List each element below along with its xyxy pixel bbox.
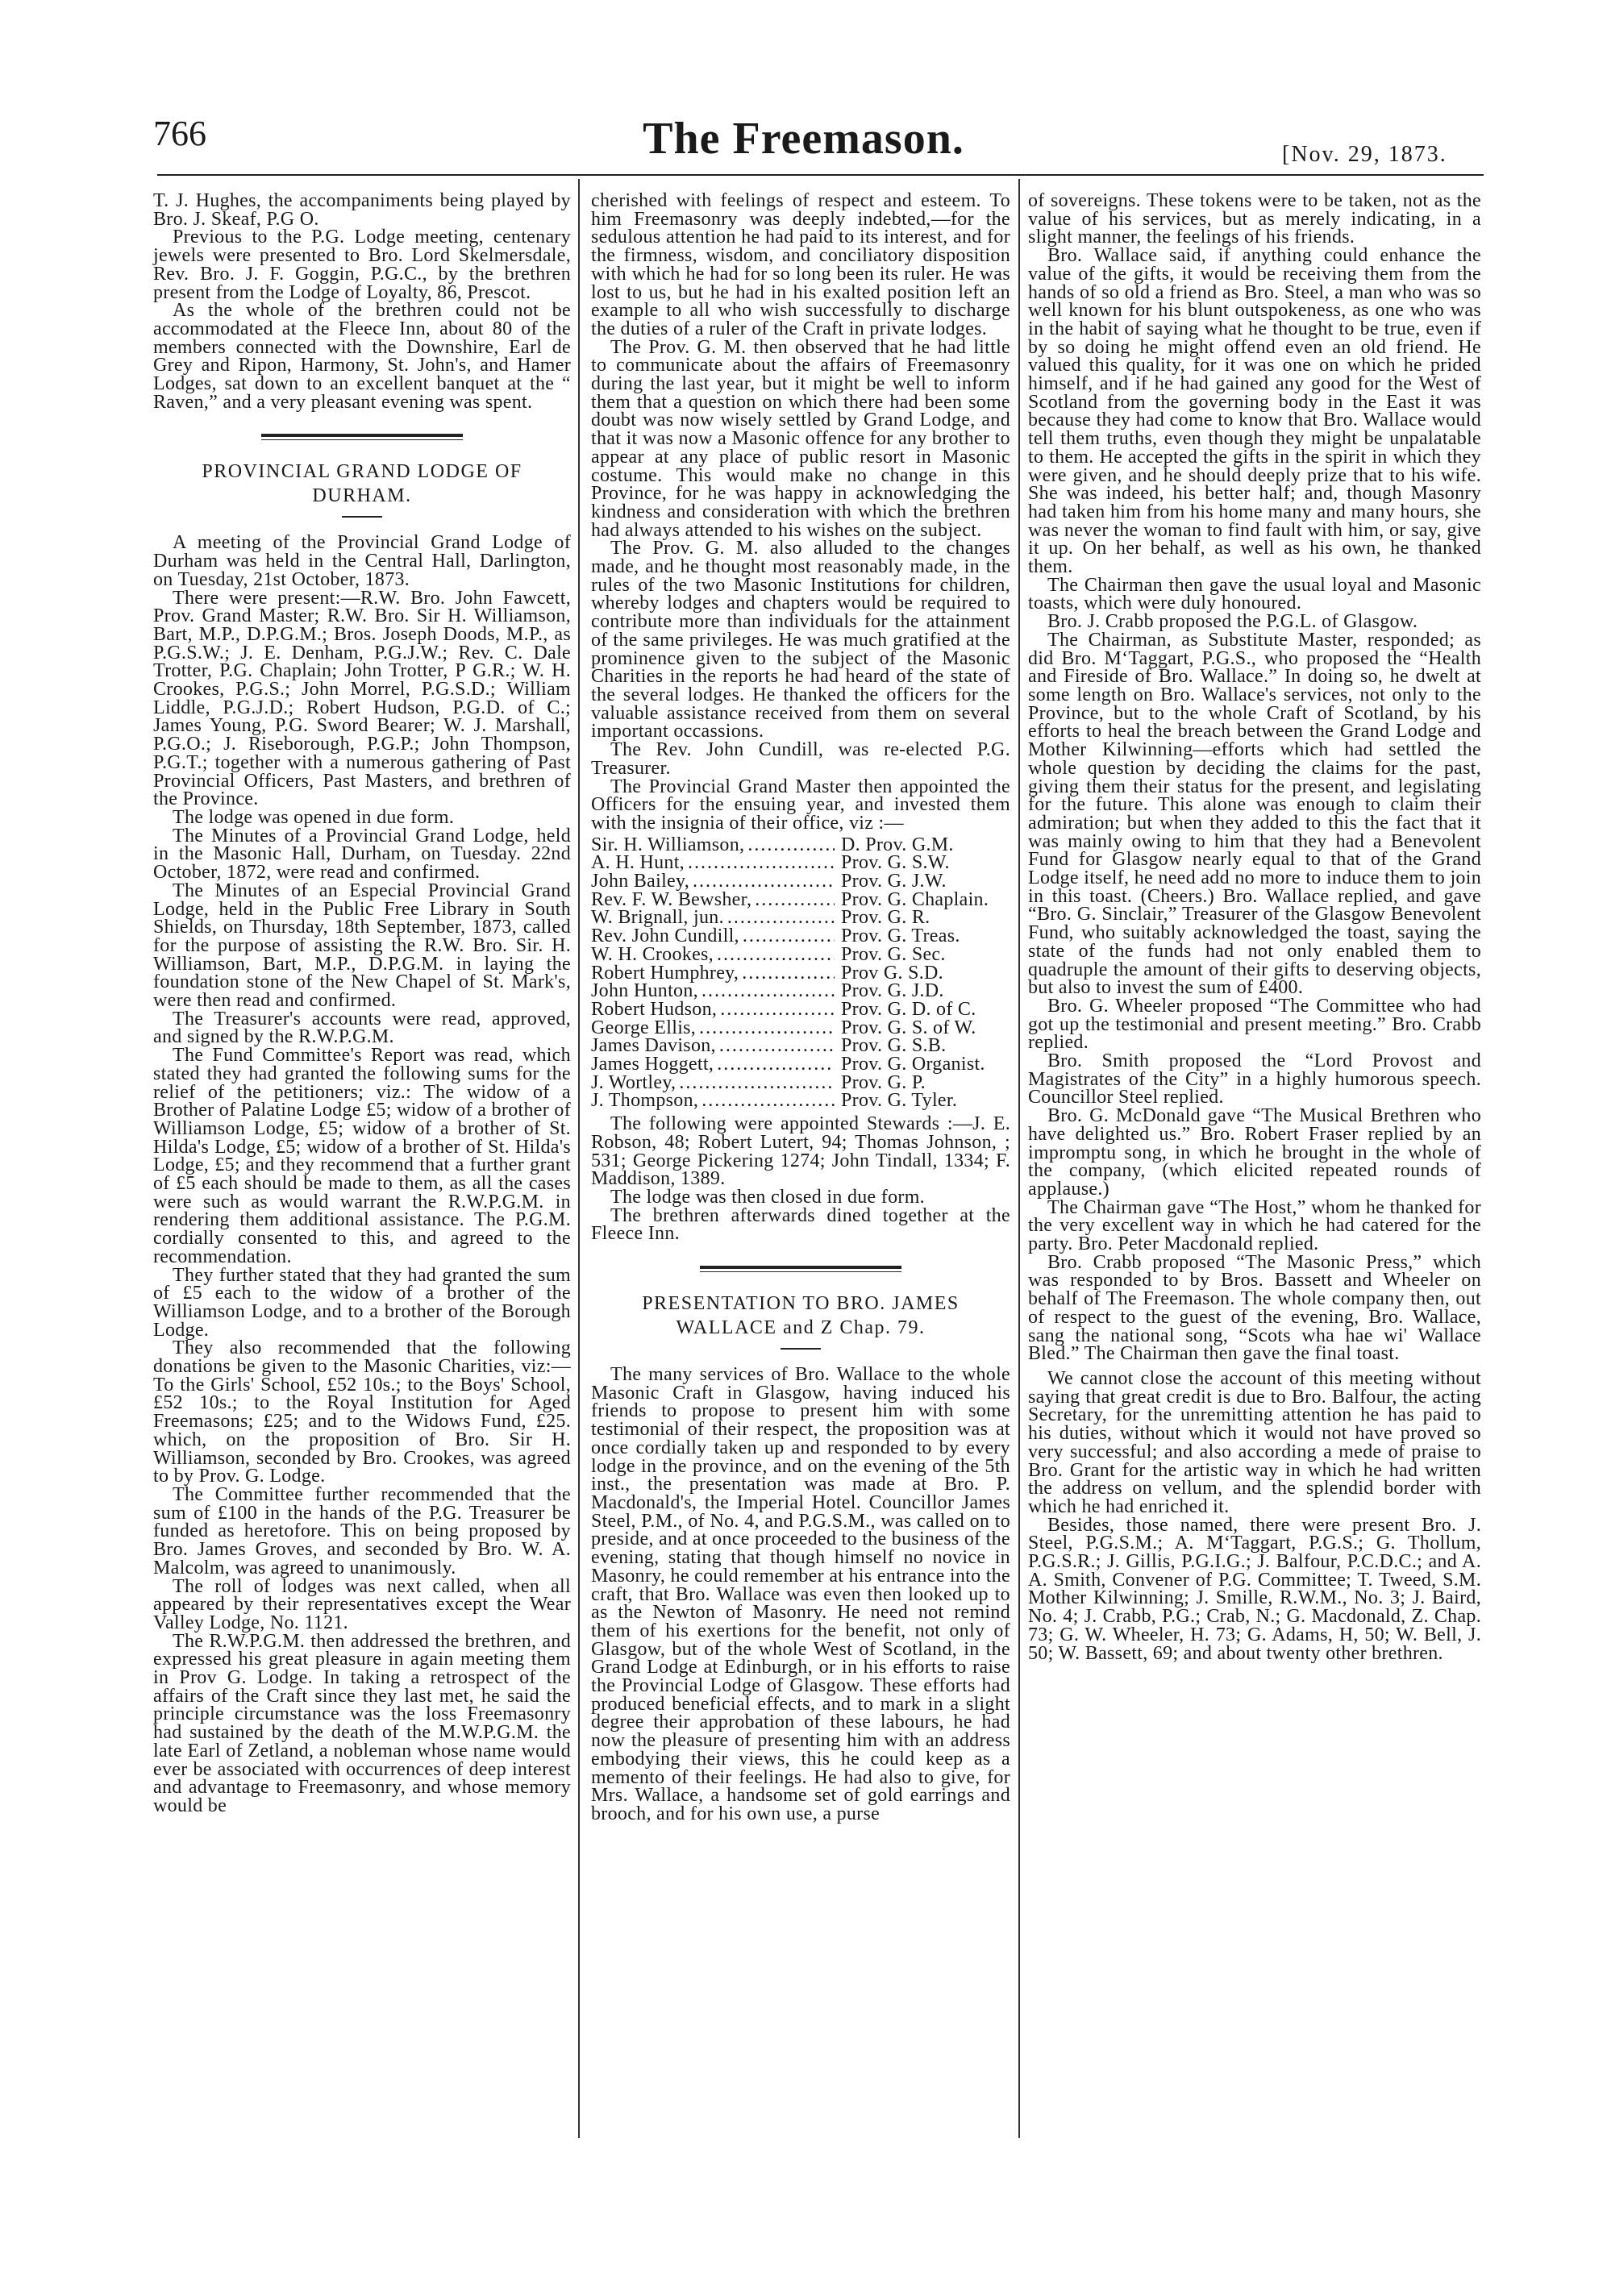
officer-office: Prov. G. D. of C. [841, 998, 976, 1020]
paragraph: The Prov. G. M. then observed that he had little to communicate about the affairs of Freemasonry during the last year, but it might be well to inform them that a question on which there had been some doubt was now wisely settled by Grand Lodge, and that it was now a Masonic offence for any brother to appear at any place of public resort in Masonic costume. This would make no change in this Province, for he was happy in acknowledging the kindness and consideration with which the brethren had always attended to his wishes on the subject. [591, 336, 1010, 541]
column-1 [153, 192, 571, 1816]
officer-office: Prov. G. J.W. [841, 871, 947, 892]
paragraph: The roll of lodges was next called, when all appeared by their representatives except the Wear Valley Lodge, No. 1121. [153, 1575, 571, 1633]
officer-name: A. H. Hunt, [591, 852, 685, 874]
column-2 [591, 192, 1010, 1824]
officer-office: Prov. G. P. [841, 1071, 926, 1093]
officer-office: Prov. G. S.W. [841, 852, 950, 874]
paragraph: Bro. Smith proposed the “Lord Provost and Magistrates of the City” in a highly humorous speech. Councillor Steel replied. [1028, 1050, 1481, 1108]
dot-leader [743, 927, 835, 946]
officer-office: Prov. G. S. of W. [841, 1017, 976, 1038]
masthead-title: The Freemason. [643, 114, 964, 164]
officer-row [591, 927, 1010, 946]
officer-row [591, 1092, 1010, 1110]
paragraph: The R.W.P.G.M. then addressed the brethren, and expressed his great pleasure in again meeting them in Prov G. Lodge. In taking a retrospect of the affairs of the Craft since they last met, he said the principle circumstance was the loss Freemasonry had sustained by the death of the M.W.P.G.M. the late Earl of Zetland, a nobleman whose name would ever be associated with occurrences of deep interest and advantage to Freemasonry, and whose memory would be [153, 1630, 571, 1816]
paragraph: Bro. Crabb proposed “The Masonic Press,” which was responded to by Bros. Bassett and Wheeler on behalf of The Freemason. The whole company then, out of respect to the guest of the evening, Bro. Wallace, sang the national song, “Scots wha hae wi' Wallace Bled.” The Chairman then gave the final toast. [1028, 1251, 1481, 1365]
officer-office: Prov. G. Chaplain. [841, 888, 989, 910]
officer-row [591, 872, 1010, 891]
officer-name: Robert Hudson, [591, 998, 718, 1020]
paragraph: A meeting of the Provincial Grand Lodge of Durham was held in the Central Hall, Darlington, on Tuesday, 21st October, 1873. [153, 532, 571, 590]
officer-row [591, 1000, 1010, 1019]
paragraph: Bro. G. Wheeler proposed “The Committee who had got up the testimonial and present meeting.” Bro. Crabb replied. [1028, 995, 1481, 1054]
officer-name: Robert Humphrey, [591, 962, 739, 984]
page-number: 766 [153, 114, 206, 153]
header-rule [157, 174, 1484, 176]
dot-leader [688, 854, 835, 872]
issue-date: [Nov. 29, 1873. [1282, 142, 1447, 167]
dot-leader [742, 964, 835, 983]
officer-row [591, 888, 1010, 910]
column-3 [1028, 192, 1481, 1662]
officer-name: John Bailey, [591, 871, 690, 892]
paragraph: Bro. Wallace said, if anything could enhance the value of the gifts, it would be receiving them from the hands of so old a friend as Bro. Steel, a man who was so well known for his blunt outspokeness, as one who was in the habit of saying what he thought to be true, even if by so doing he might offend even an old friend. He valued this quality, for it was one on which he prided himself, and if he had gained any good for the West of Scotland from the governing body in the East it was because they had come to know that Bro. Wallace would tell them truths, even though they might be unpalatable to them. He accepted the gifts in the spirit in which they were given, and he should deeply prize that to his wife. She was indeed, his better half; and, though Masonry had taken him from his home many and many hours, she was never the woman to find fault with him, or say, give it up. On her behalf, as well as his own, he thanked them. [1028, 245, 1481, 578]
section-rule [261, 434, 463, 440]
paragraph: They also recommended that the following donations be given to the Masonic Charities, viz:—To the Girls' School, £52 10s.; to the Boys' School, £52 10s.; to the Royal Institution for Aged Freemasons; £25; and to the Widows Fund, £25. which, on the proposition of Bro. Sir H. Williamson, seconded by Bro. Crookes, was agreed to by Prov. G. Lodge. [153, 1337, 571, 1487]
officer-name: W. H. Crookes, [591, 943, 714, 965]
paragraph: The Fund Committee's Report was read, which stated they had granted the following sums for the relief of the petitioners; viz.: The widow of a Brother of Palatine Lodge £5; widow of a brother of Williamson Lodge, £5; widow of a brother of St. Hilda's Lodge, £5; widow of a brother of St. Hilda's Lodge, £5; and they recommend that a further grant of £5 each should be made to them, as all the cases were such as would warrant the R.W.P.G.M. in rendering them additional assistance. The P.G.M. cordially consented to this, and agreed to the recommendation. [153, 1045, 571, 1267]
officer-office: Prov. G. J.D. [841, 980, 944, 1002]
paragraph: The Treasurer's accounts were read, approved, and signed by the R.W.P.G.M. [153, 1008, 571, 1048]
paragraph: Previous to the P.G. Lodge meeting, centenary jewels were presented to Bro. Lord Skelmersdale, Rev. Bro. J. F. Goggin, P.G.C., by the brethren present from the Lodge of Loyalty, 86, Prescot. [153, 227, 571, 303]
paragraph: The Minutes of an Especial Provincial Grand Lodge, held in the Public Free Library in South Shields, on Thursday, 18th September, 1873, called for the purpose of assisting the R.W. Bro. Sir. H. Williamson, Bart, M.P., D.P.G.M. in laying the foundation stone of the New Chapel of St. Mark's, were then read and confirmed. [153, 880, 571, 1012]
dot-leader [679, 1074, 835, 1092]
officer-office: Prov. G. Organist. [841, 1054, 985, 1075]
article-heading: PROVINCIAL GRAND LODGE OF DURHAM. [202, 461, 522, 507]
paragraph: Besides, those named, there were present Bro. J. Steel, P.G.S.M.; A. M‘Taggart, P.G.S.; G. Thollum, P.G.S.R.; J. Gillis, P.G.I.G.; J. Balfour, P.C.D.C.; and A. A. Smith, Convener of P.G. Committee; T. Tweed, S.M. Mother Kilwinning; J. Smille, R.W.M., No. 3; J. Baird, No. 4; J. Crabb, P.G.; Crab, N.; G. Macdonald, Z. Chap. 73; G. W. Wheeler, H. 73; G. Adams, H, 50; W. Bell, J. 50; W. Bassett, 69; and about twenty other brethren. [1028, 1514, 1481, 1664]
dot-leader [755, 891, 835, 909]
officer-office: Prov. G. Treas. [841, 925, 960, 947]
officer-name: John Hunton, [591, 980, 698, 1002]
officer-office: Prov. G. Tyler. [841, 1090, 958, 1112]
officer-name: Sir. H. Williamson, [591, 834, 745, 855]
dot-leader [717, 946, 835, 964]
dot-leader [717, 1055, 835, 1074]
officer-row [591, 982, 1010, 1000]
dot-leader [719, 1037, 835, 1055]
paragraph: The Minutes of a Provincial Grand Lodge, held in the Masonic Hall, Durham, on Tuesday. 22nd October, 1872, were read and confirmed. [153, 825, 571, 884]
officer-name: J. Wortley, [591, 1071, 677, 1093]
dot-leader [699, 1019, 835, 1038]
paragraph: The Chairman, as Substitute Master, responded; as did Bro. M‘Taggart, P.G.S., who proposed the “Health and Fireside of Bro. Wallace.” In doing so, he dwelt at some length on Bro. Wallace's services, not only to the Province, but to the whole Craft of Scotland, by his efforts to heal the breach between the Grand Lodge and Mother Kilwinning—efforts which had settled the whole question by deciding the claims for the past, giving them their status for the present, and legislating for the future. This alone was enough to claim their admiration; but when they added to this the fact that it was mainly owing to him that they had a Benevolent Fund for Glasgow nearly equal to that of the Grand Lodge itself, he need add no more to induce them to join in this toast. (Cheers.) Bro. Wallace replied, and gave “Bro. G. Sinclair,” Treasurer of the Glasgow Benevolent Fund, who suitably acknowledged the toast, saying the state of the funds had not only enabled them to quadruple the amount of their gifts to deserving objects, but also to invest the sum of £400. [1028, 629, 1481, 999]
dot-leader [702, 1092, 835, 1110]
officer-row [591, 1037, 1010, 1055]
paragraph: There were present:—R.W. Bro. John Fawcett, Prov. Grand Master; R.W. Bro. Sir H. Williamson, Bart, M.P., D.P.G.M.; Bros. Joseph Doods, M.P., as P.G.S.W.; J. E. Denham, P.G.J.W.; Rev. C. Dale Trotter, P.G. Chaplain; John Trotter, P G.R.; W. H. Crookes, P.G.S.; John Morrel, P.G.S.D.; William Liddle, P.G.J.D.; Robert Hudson, P.G.D. of C.; James Young, P.G. Sword Bearer; W. J. Marshall, P.G.O.; J. Riseborough, P.G.P.; John Thompson, P.G.T.; together with a numerous gathering of Past Provincial Officers, Past Masters, and brethren of the Province. [153, 587, 571, 810]
officer-name: James Davison, [591, 1035, 716, 1057]
column-divider [1018, 179, 1020, 2138]
paragraph: The brethren afterwards dined together at the Fleece Inn. [591, 1204, 1010, 1245]
officer-row [591, 836, 1010, 855]
dot-leader [747, 836, 835, 855]
officer-name: J. Thompson, [591, 1090, 699, 1112]
officer-row [591, 964, 1010, 983]
paragraph-continued: of sovereigns. These tokens were to be taken, not as the value of his services, but as merely indicating, in a slight manner, the feelings of his friends. [1028, 190, 1481, 248]
paragraph: The Provincial Grand Master then appointed the Officers for the ensuing year, and invested them with the insignia of their office, viz :— [591, 776, 1010, 834]
dot-leader [693, 872, 835, 891]
paragraph: The Prov. G. M. also alluded to the changes made, and he thought most reasonably made, in the rules of the two Masonic Institutions for children, whereby lodges and chapters would be required to contribute more than individuals for the attainment of the same privileges. He was much gratified at the prominence given to the subject of the Masonic Charities in the reports he had heard of the state of the several lodges. He thanked the officers for the valuable assistance received from them on several important occassions. [591, 538, 1010, 742]
paragraph: The lodge was then closed in due form. [610, 1186, 925, 1208]
short-rule [342, 516, 382, 518]
short-rule [781, 1348, 821, 1350]
officer-row [591, 1055, 1010, 1074]
officer-row [591, 909, 1010, 927]
officer-name: James Hoggett, [591, 1054, 714, 1075]
paragraph: The many services of Bro. Wallace to the whole Masonic Craft in Glasgow, having induced his friends to propose to present him with some testimonial of their respect, the proposition was at once cordially taken up and responded to by every lodge in the province, and on the evening of the 5th inst., the presentation was made at Bro. P. Macdonald's, the Imperial Hotel. Councillor James Steel, P.M., of No. 4, and P.G.S.M., was called on to preside, and at once proceeded to the business of the evening, stating that though himself no novice in Masonry, he could remember at his entrance into the craft, that Bro. Wallace was even then looked up to as the Newton of Masonry. He need not remind them of his exertions for the benefit, not only of Glasgow, but of the whole West of Scotland, in the Grand Lodge at Edinburgh, or in his efforts to raise the Provincial Lodge of Glasgow. These efforts had produced beneficial effects, and to mark in a slight degree their approbation of these labours, he had now the pleasure of presenting him with an address embodying their views, this he could keep as a memento of their feelings. He had also to give, for Mrs. Wallace, a handsome set of gold earrings and brooch, and for his own use, a purse [591, 1364, 1010, 1824]
officer-name: George Ellis, [591, 1017, 697, 1038]
dot-leader [720, 1000, 835, 1019]
officer-row [591, 854, 1010, 872]
officer-row [591, 1071, 1010, 1093]
paragraph: Bro. J. Crabb proposed the P.G.L. of Glasgow. [1047, 611, 1418, 633]
section-rule [700, 1266, 901, 1272]
officer-name: Rev. F. W. Bewsher, [591, 888, 752, 910]
officers-list [591, 836, 1010, 1111]
paragraph: As the whole of the brethren could not be accommodated at the Fleece Inn, about 80 of the members connected with the Downshire, Earl de Grey and Ripon, Harmony, St. John's, and Hamer Lodges, sat down to an excellent banquet at the “ Raven,” and a very pleasant evening was spent. [153, 300, 571, 413]
paragraph: They further stated that they had granted the sum of £5 each to the widow of a brother of the Williamson Lodge, and to a brother of the Borough Lodge. [153, 1264, 571, 1341]
officer-office: Prov. G. R. [841, 907, 930, 929]
paragraph: The Chairman gave “The Host,” whom he thanked for the very excellent way in which he had catered for the party. Bro. Peter Macdonald replied. [1028, 1196, 1481, 1255]
officer-office: Prov. G. S.B. [841, 1035, 947, 1057]
officer-row [591, 1019, 1010, 1038]
paragraph: The lodge was opened in due form. [173, 806, 455, 828]
officer-office: Prov. G. Sec. [841, 943, 946, 965]
officer-office: Prov G. S.D. [841, 962, 943, 984]
column-divider [578, 179, 580, 2138]
paragraph: Bro. G. McDonald gave “The Musical Brethren who have delighted us.” Bro. Robert Fraser replied by an impromptu song, in which he brought in the whole of the company, (which elicited repeated rounds of applause.) [1028, 1105, 1481, 1200]
dot-leader [702, 982, 835, 1000]
paragraph: The Committee further recommended that the sum of £100 in the hands of the P.G. Treasurer be funded as heretofore. This on being proposed by Bro. James Groves, and seconded by Bro. W. A. Malcolm, was agreed to unanimously. [153, 1484, 571, 1578]
officer-row [591, 943, 1010, 965]
officer-name: Rev. John Cundill, [591, 925, 739, 947]
officer-name: W. Brignall, jun. [591, 907, 724, 929]
officer-office: D. Prov. G.M. [841, 834, 954, 855]
paragraph-continued: T. J. Hughes, the accompaniments being played by Bro. J. Skeaf, P.G O. [153, 190, 571, 230]
dot-leader [727, 909, 835, 927]
paragraph: The following were appointed Stewards :—J. E. Robson, 48; Robert Lutert, 94; Thomas Johnson, ; 531; George Pickering 1274; John Tindall, 1334; F. Maddison, 1389. [591, 1113, 1010, 1190]
paragraph: The Chairman then gave the usual loyal and Masonic toasts, which were duly honoured. [1028, 574, 1481, 614]
article-heading: PRESENTATION TO BRO. JAMES WALLACE and Z Chap. 79. [642, 1293, 960, 1339]
paragraph: The Rev. John Cundill, was re-elected P.G. Treasurer. [591, 739, 1010, 779]
paragraph: We cannot close the account of this meeting without saying that great credit is due to Bro. Balfour, the acting Secretary, for the unremitting attention he has paid to his duties, without which it would not have proved so very successful; and also according a mede of praise to Bro. Grant for the artistic way in which he had written the address on vellum, and the splendid border with which he had enriched it. [1028, 1368, 1481, 1517]
paragraph-continued: cherished with feelings of respect and esteem. To him Freemasonry was deeply indebted,—for the sedulous attention he had paid to its interest, and for the firmness, wisdom, and conciliatory disposition with which he had for so long been its ruler. He was lost to us, but he had in his exalted position left an example to all who wish successfully to discharge the duties of a ruler of the Craft in private lodges. [591, 190, 1010, 339]
